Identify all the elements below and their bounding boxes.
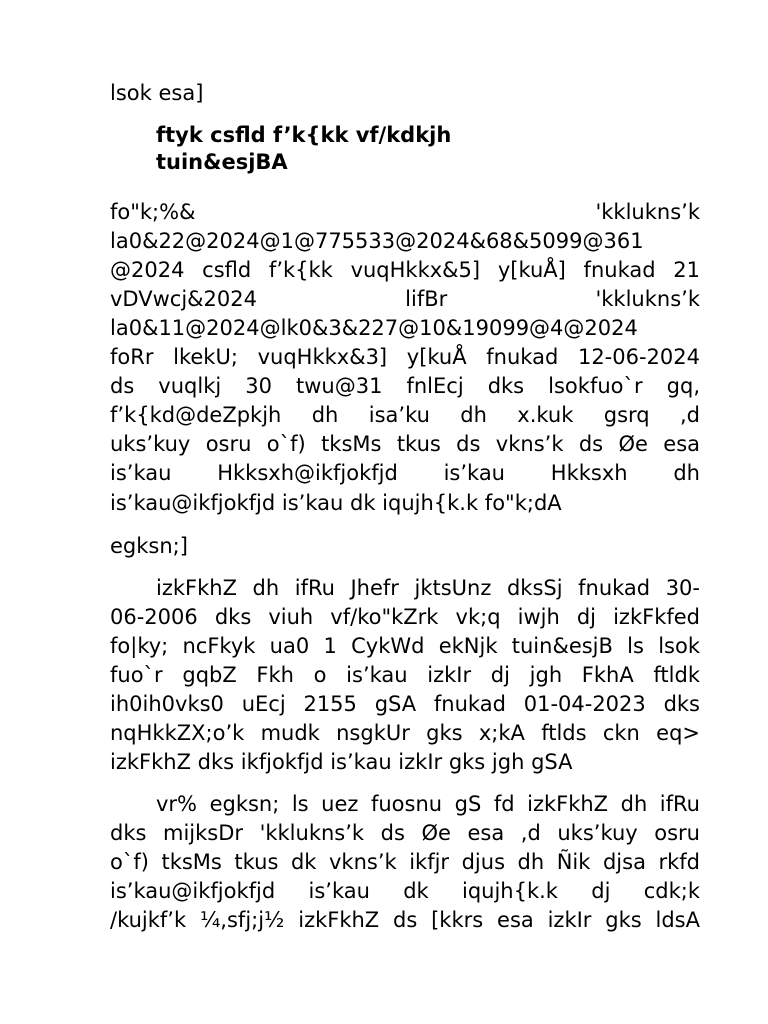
paragraph-1-line: fo|ky; ncFkyk ua0 1 CykWd ekNjk tuin&esjB ls lsok (110, 634, 700, 658)
subject-line: vDVwcj&2024 lifBr 'kklukns’k (110, 287, 700, 311)
paragraph-1-line: nqHkkZX;o’k mudk nsgkUr gks x;kA ftlds ckn eq> (110, 721, 700, 745)
subject-line: is’kau Hkksxh@ikfjokfjd is’kau Hkksxh dh (110, 461, 700, 485)
heading-line-2: tuin&esjBA (156, 150, 288, 174)
subject-line: fo"k;%& 'kklukns’k (110, 200, 700, 224)
paragraph-2-line: /kujkf’k ¼,sfj;j½ izkFkhZ ds [kkrs esa izkIr gks ldsA (110, 908, 700, 932)
salutation: lsok esa] (110, 81, 204, 105)
paragraph-2-line: o`f) tksMs tkus dk vkns’k ikfjr djus dh Ñik djsa rkfd (110, 850, 700, 874)
paragraph-1-line: fuo`r gqbZ Fkh o is’kau izkIr dj jgh FkhA ftldk (110, 663, 700, 687)
paragraph-1-line: 06-2006 dks viuh vf/ko"kZrk vk;q iwjh dj izkFkfed (110, 605, 700, 629)
subject-line: is’kau@ikfjokfjd is’kau dk iqujh{k.k fo"k;dA (110, 491, 562, 515)
subject-line: ds vuqlkj 30 twu@31 fnlEcj dks lsokfuo`r gq, (110, 374, 700, 398)
paragraph-2-line: is’kau@ikfjokfjd is’kau dk iqujh{k.k dj cdk;k (110, 879, 700, 903)
heading-line-1: ftyk csfld f’k{kk vf/kdkjh (156, 123, 452, 147)
paragraph-1-line: izkFkhZ dh ifRu Jhefr jktsUnz dksSj fnukad 30- (156, 576, 700, 600)
subject-line: la0&22@2024@1@775533@2024&68&5099@361 (110, 229, 644, 253)
subject-line: foRr lkekU; vuqHkkx&3] y[kuÅ fnukad 12-06-2024 (110, 345, 700, 369)
subject-line: f’k{kd@deZpkjh dh isa’ku dh x.kuk gsrq ,d (110, 403, 700, 427)
paragraph-1-line: izkFkhZ dks ikfjokfjd is’kau izkIr gks jgh gSA (110, 750, 573, 774)
subject-line: la0&11@2024@lk0&3&227@10&19099@4@2024 (110, 316, 638, 340)
paragraph-1-line: ih0ih0vks0 uEcj 2155 gSA fnukad 01-04-2023 dks (110, 692, 700, 716)
greeting: egksn;] (110, 534, 188, 558)
subject-line: uks’kuy osru o`f) tksMs tkus ds vkns’k ds Øe esa (110, 432, 700, 456)
paragraph-2-line: dks mijksDr 'kklukns’k ds Øe esa ,d uks’kuy osru (110, 821, 700, 845)
subject-line: @2024 csfld f’k{kk vuqHkkx&5] y[kuÅ] fnukad 21 (110, 258, 700, 282)
paragraph-2-line: vr% egksn; ls uez fuosnu gS fd izkFkhZ dh ifRu (156, 792, 700, 816)
